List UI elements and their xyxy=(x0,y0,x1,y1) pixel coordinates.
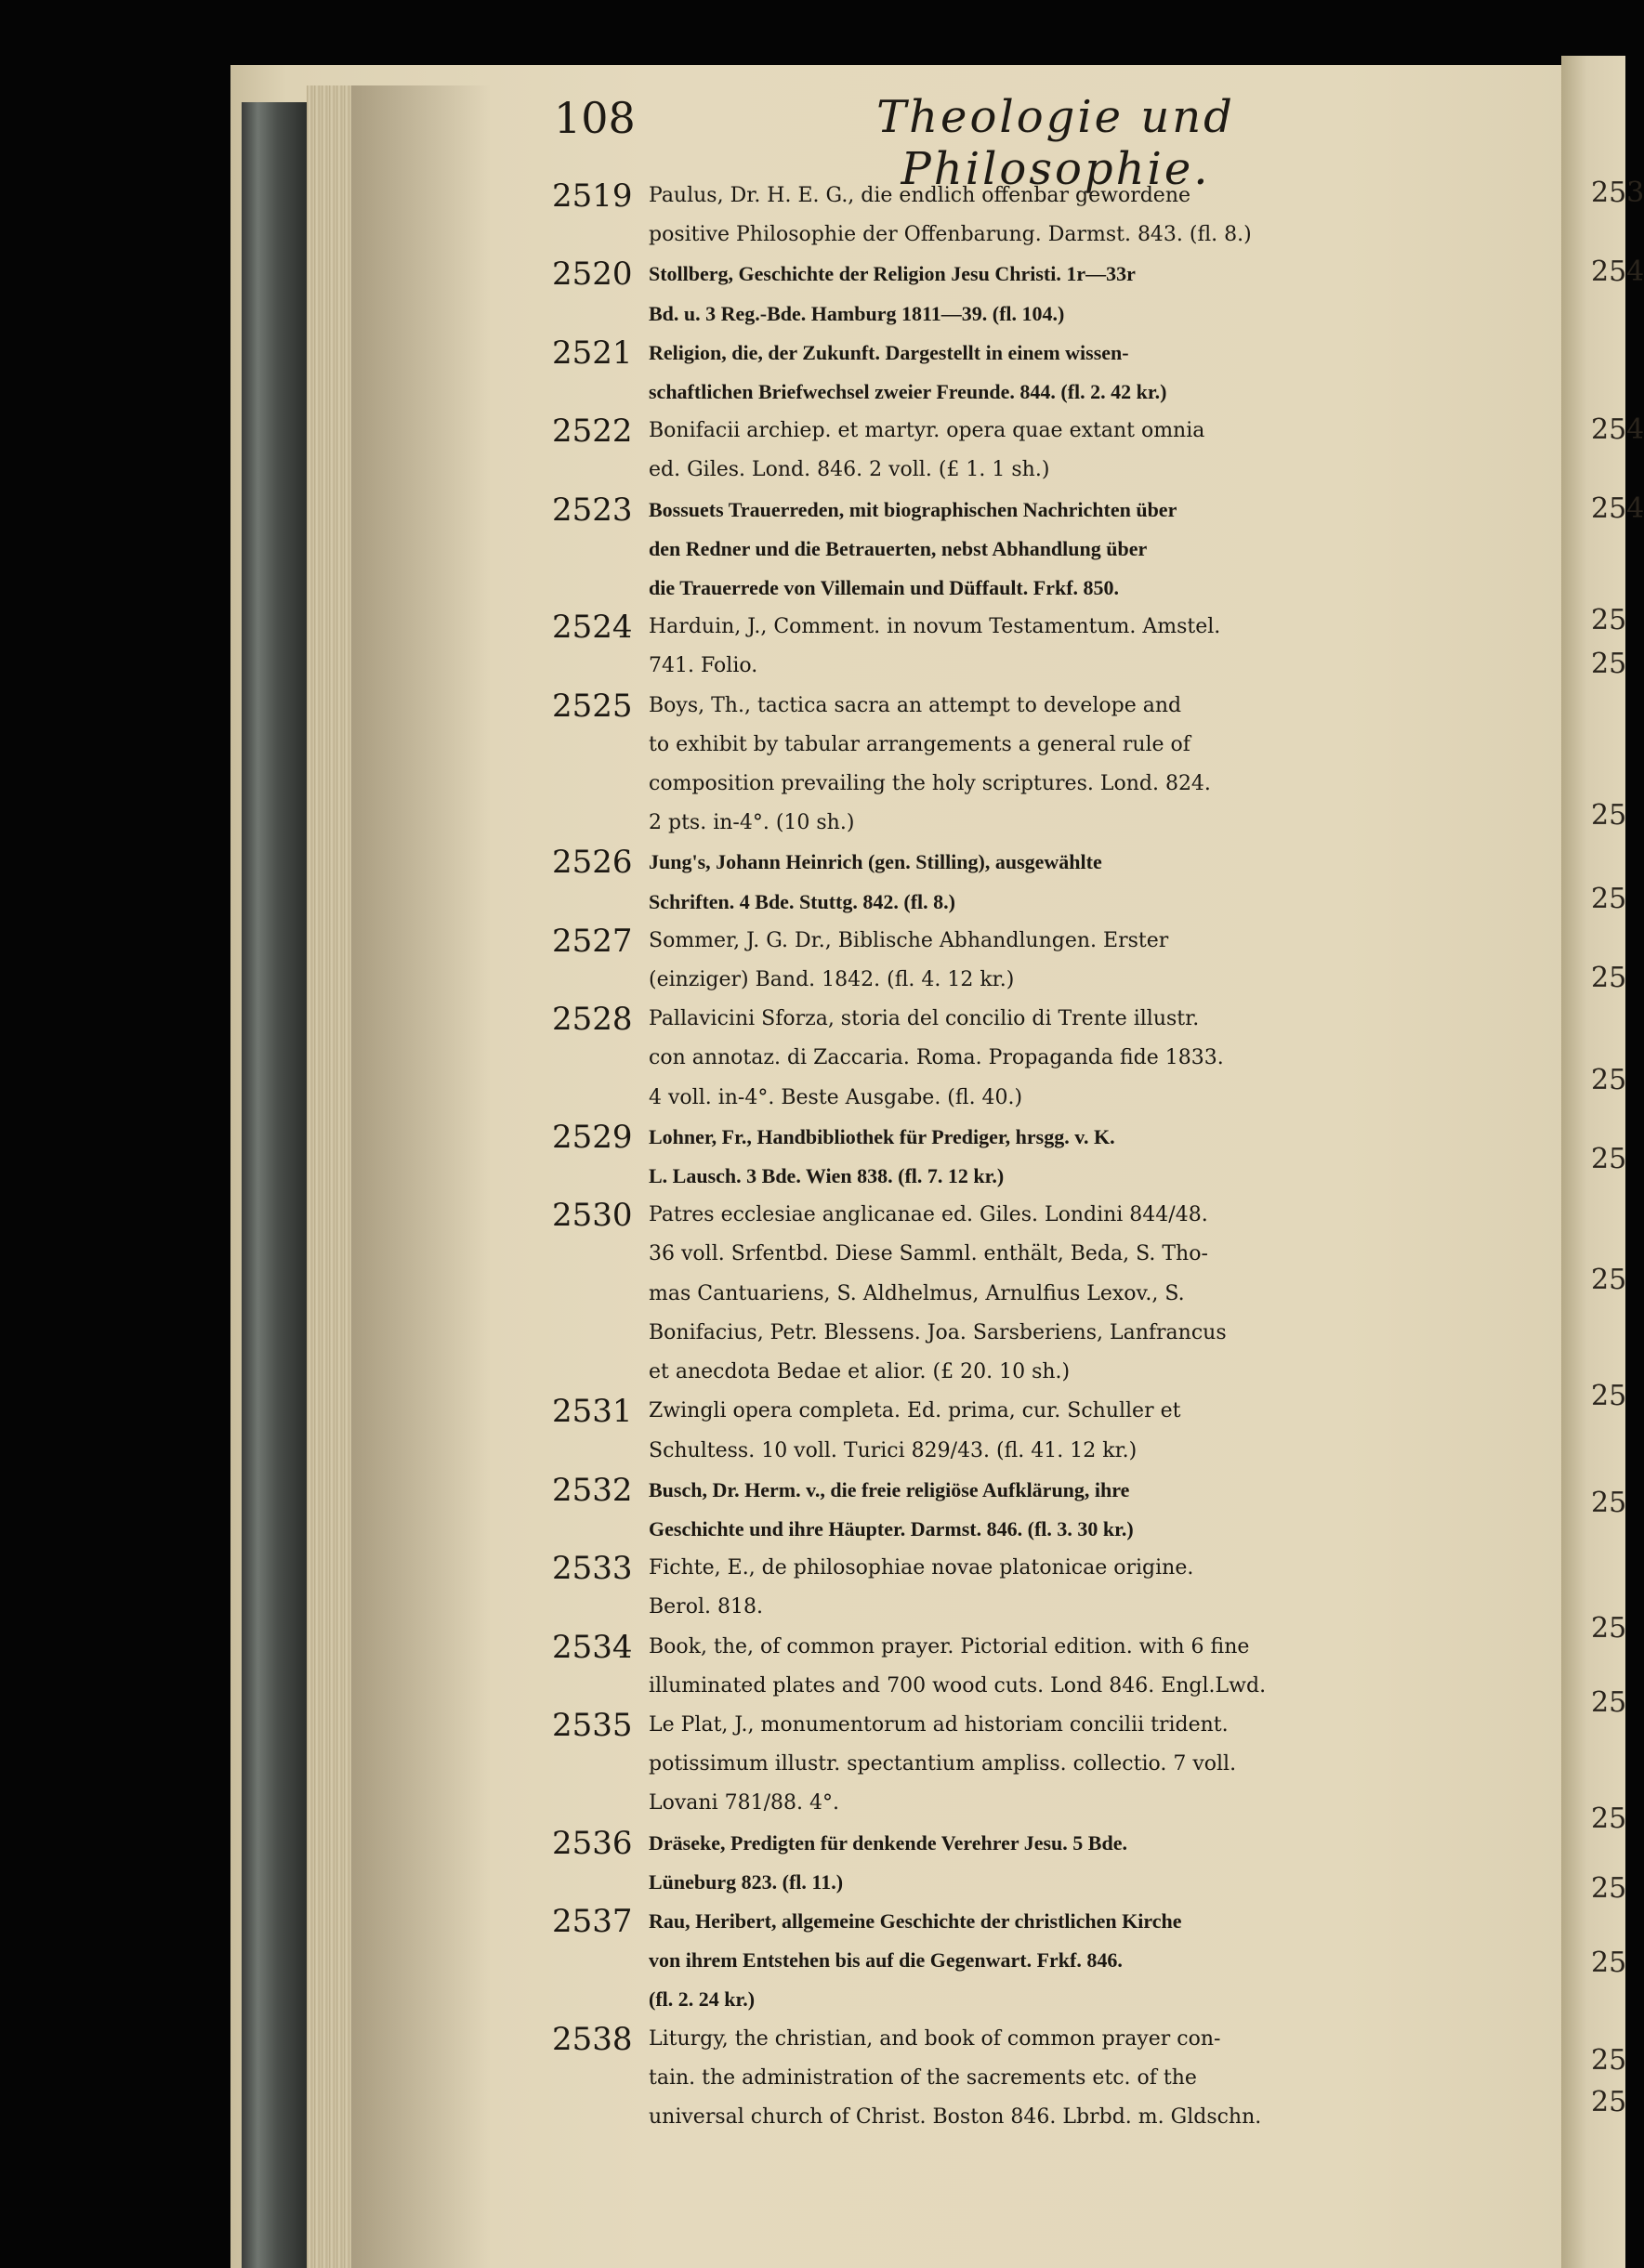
catalog-entry xyxy=(552,412,1558,490)
next-page-margin-number: 25 xyxy=(1591,883,1627,915)
entry-line: L. Lausch. 3 Bde. Wien 838. (fl. 7. 12 kr.) xyxy=(649,1164,1005,1188)
entry-line: Berol. 818. xyxy=(649,1595,763,1619)
next-page-margin-number: 25 xyxy=(1591,1872,1627,1905)
entry-line: schaftlichen Briefwechsel zweier Freunde. 844. (fl. 2. 42 kr.) xyxy=(649,380,1167,404)
entry-text xyxy=(649,1118,1552,1196)
book-binding xyxy=(242,102,307,2268)
entry-line: von ihrem Entstehen bis auf die Gegenwart. Frkf. 846. xyxy=(649,1948,1123,1973)
entry-text xyxy=(649,1902,1552,2020)
entry-line: composition prevailing the holy scriptures. Lond. 824. xyxy=(649,772,1211,796)
entry-line: Book, the, of common prayer. Pictorial edition. with 6 fine xyxy=(649,1634,1250,1658)
entry-line: Patres ecclesiae anglicanae ed. Giles. Londini 844/48. xyxy=(649,1203,1208,1227)
catalog-entry xyxy=(552,255,1558,333)
entry-line: Busch, Dr. Herm. v., die freie religiöse Aufklärung, ihre xyxy=(649,1477,1130,1501)
entry-text xyxy=(649,1549,1552,1627)
page-title: Theologie und Philosophie. xyxy=(876,91,1235,195)
entry-line: Stollberg, Geschichte der Religion Jesu Christi. 1r—33r xyxy=(649,262,1136,286)
next-page-margin-number: 25 xyxy=(1591,1264,1627,1296)
catalog-entry xyxy=(552,608,1558,686)
catalog-entry xyxy=(552,1549,1558,1627)
catalog-entry xyxy=(552,1471,1558,1549)
entry-number: 2520 xyxy=(552,256,633,294)
entry-line: Sommer, J. G. Dr., Biblische Abhandlungen. Erster xyxy=(649,928,1169,952)
gutter-shadow xyxy=(351,85,491,2268)
entry-number: 2522 xyxy=(552,413,633,451)
entry-line: universal church of Christ. Boston 846. Lbrbd. m. Gldschn. xyxy=(649,2104,1262,2129)
entry-line: (einziger) Band. 1842. (fl. 4. 12 kr.) xyxy=(649,968,1015,992)
entry-text xyxy=(649,608,1552,686)
next-page-margin-number: 25 xyxy=(1591,648,1627,680)
entry-line: Bd. u. 3 Reg.-Bde. Hamburg 1811—39. (fl. 104.) xyxy=(649,301,1065,325)
entry-line: Bonifacii archiep. et martyr. opera quae extant omnia xyxy=(649,419,1205,443)
next-page-margin-number: 254 xyxy=(1591,256,1644,288)
entry-line: Zwingli opera completa. Ed. prima, cur. Schuller et xyxy=(649,1399,1181,1423)
entry-text xyxy=(649,1628,1552,1706)
entry-line: positive Philosophie der Offenbarung. Darmst. 843. (fl. 8.) xyxy=(649,223,1252,247)
entry-number: 2535 xyxy=(552,1706,633,1744)
catalog-entry xyxy=(552,922,1558,1000)
entry-number: 2536 xyxy=(552,1824,633,1862)
entry-line: Lovani 781/88. 4°. xyxy=(649,1791,839,1816)
entry-line: Liturgy, the christian, and book of common prayer con- xyxy=(649,2026,1221,2051)
entry-line: Le Plat, J., monumentorum ad historiam concilii trident. xyxy=(649,1712,1229,1737)
entry-line: Bonifacius, Petr. Blessens. Joa. Sarsberiens, Lanfrancus xyxy=(649,1320,1227,1344)
entry-line: Fichte, E., de philosophiae novae platonicae origine. xyxy=(649,1556,1194,1580)
catalog-entry xyxy=(552,687,1558,844)
catalog-entry xyxy=(552,177,1558,255)
entry-number: 2537 xyxy=(552,1902,633,1940)
entry-line: mas Cantuariens, S. Aldhelmus, Arnulfius Lexov., S. xyxy=(649,1281,1185,1305)
next-page-margin-number: 25 xyxy=(1591,1803,1627,1835)
next-page-margin-number: 25 xyxy=(1591,1380,1627,1412)
entry-line: den Redner und die Betrauerten, nebst Abhandlung über xyxy=(649,536,1148,560)
next-page-margin-number: 25 xyxy=(1591,1612,1627,1645)
entry-text xyxy=(649,1706,1552,1824)
entry-line: ed. Giles. Lond. 846. 2 voll. (£ 1. 1 sh.) xyxy=(649,458,1050,482)
entry-line: Harduin, J., Comment. in novum Testamentum. Amstel. xyxy=(649,615,1221,639)
entry-line: Lohner, Fr., Handbibliothek für Prediger, hrsgg. v. K. xyxy=(649,1124,1115,1148)
catalog-entry xyxy=(552,843,1558,921)
entry-number: 2529 xyxy=(552,1118,633,1156)
entry-line: Boys, Th., tactica sacra an attempt to develope and xyxy=(649,693,1182,717)
next-page-margin-number: 25 xyxy=(1591,799,1627,832)
catalog-entry xyxy=(552,1902,1558,2020)
entry-line: Pallavicini Sforza, storia del concilio di Trente illustr. xyxy=(649,1007,1200,1031)
entry-line: Schriften. 4 Bde. Stuttg. 842. (fl. 8.) xyxy=(649,889,955,913)
next-page-margin-number: 25 xyxy=(1591,962,1627,994)
entry-number: 2525 xyxy=(552,687,633,725)
entry-text xyxy=(649,412,1552,490)
entry-text xyxy=(649,177,1552,255)
next-page-margin-number: 25 xyxy=(1591,1686,1627,1719)
entry-line: Dräseke, Predigten für denkende Verehrer Jesu. 5 Bde. xyxy=(649,1830,1127,1855)
entry-text xyxy=(649,922,1552,1000)
entry-number: 2523 xyxy=(552,491,633,529)
entry-text xyxy=(649,1824,1552,1902)
entry-number: 2530 xyxy=(552,1197,633,1235)
entry-line: to exhibit by tabular arrangements a general rule of xyxy=(649,732,1190,756)
next-page-margin-number: 25 xyxy=(1591,1487,1627,1519)
entry-number: 2533 xyxy=(552,1550,633,1588)
next-page-margin-number: 25 xyxy=(1591,1064,1627,1096)
entry-line: 741. Folio. xyxy=(649,654,758,678)
entry-text xyxy=(649,1392,1552,1470)
entry-text xyxy=(649,491,1552,609)
page-edges xyxy=(307,85,351,2268)
next-page-margin-number: 25 xyxy=(1591,604,1627,636)
entry-line: et anecdota Bedae et alior. (£ 20. 10 sh.) xyxy=(649,1360,1071,1384)
entry-number: 2526 xyxy=(552,844,633,882)
next-page-margin-number: 25 xyxy=(1591,2044,1627,2077)
next-page-margin-number: 25 xyxy=(1591,2086,1627,2118)
next-page-margin-number: 254 xyxy=(1591,492,1644,525)
entry-line: illuminated plates and 700 wood cuts. Lond 846. Engl.Lwd. xyxy=(649,1673,1267,1698)
entry-line: Rau, Heribert, allgemeine Geschichte der christlichen Kirche xyxy=(649,1908,1182,1933)
catalog-entry xyxy=(552,1628,1558,1706)
catalog-entry xyxy=(552,1824,1558,1902)
catalog-entry xyxy=(552,334,1558,412)
entry-text xyxy=(649,1471,1552,1549)
catalog-entry xyxy=(552,1196,1558,1392)
page-number: 108 xyxy=(554,93,636,143)
entry-number: 2538 xyxy=(552,2020,633,2058)
next-page-margin-number: 254 xyxy=(1591,413,1644,446)
entry-line: 4 voll. in-4°. Beste Ausgabe. (fl. 40.) xyxy=(649,1085,1023,1109)
entry-line: con annotaz. di Zaccaria. Roma. Propaganda fide 1833. xyxy=(649,1046,1224,1070)
page-header xyxy=(554,91,1488,195)
entry-line: potissimum illustr. spectantium ampliss. collectio. 7 voll. xyxy=(649,1752,1237,1776)
entry-text xyxy=(649,1000,1552,1118)
entry-number: 2524 xyxy=(552,609,633,647)
entry-line: tain. the administration of the sacrements etc. of the xyxy=(649,2065,1197,2090)
next-page-margin-number: 253 xyxy=(1591,177,1644,209)
entry-line: Religion, die, der Zukunft. Dargestellt in einem wissen- xyxy=(649,340,1129,364)
entry-line: (fl. 2. 24 kr.) xyxy=(649,1987,756,2012)
catalog-entry xyxy=(552,2020,1558,2138)
entry-number: 2532 xyxy=(552,1471,633,1509)
next-page-margin-number: 25 xyxy=(1591,1947,1627,1979)
entry-line: die Trauerrede von Villemain und Düffault. Frkf. 850. xyxy=(649,576,1120,600)
entry-line: Bossuets Trauerreden, mit biographischen Nachrichten über xyxy=(649,497,1177,521)
entry-text xyxy=(649,843,1552,921)
catalog-entry xyxy=(552,1392,1558,1470)
entry-number: 2531 xyxy=(552,1393,633,1431)
entry-line: Jung's, Johann Heinrich (gen. Stilling), ausgewählte xyxy=(649,850,1102,874)
entry-text xyxy=(649,1196,1552,1392)
entry-line: Lüneburg 823. (fl. 11.) xyxy=(649,1869,844,1894)
entry-text xyxy=(649,687,1552,844)
entry-number: 2534 xyxy=(552,1628,633,1666)
entry-line: 2 pts. in-4°. (10 sh.) xyxy=(649,811,855,835)
entry-number: 2519 xyxy=(552,177,633,215)
catalog-entries xyxy=(552,177,1558,2137)
catalog-entry xyxy=(552,1000,1558,1118)
catalog-entry xyxy=(552,1118,1558,1196)
entry-line: Geschichte und ihre Häupter. Darmst. 846. (fl. 3. 30 kr.) xyxy=(649,1516,1134,1540)
entry-line: Paulus, Dr. H. E. G., die endlich offenbar gewordene xyxy=(649,184,1191,207)
catalog-entry xyxy=(552,491,1558,609)
next-page-margin-number: 25 xyxy=(1591,1143,1627,1175)
entry-number: 2528 xyxy=(552,1001,633,1039)
entry-line: 36 voll. Srfentbd. Diese Samml. enthält, Beda, S. Tho- xyxy=(649,1242,1208,1266)
entry-text xyxy=(649,255,1552,333)
entry-text xyxy=(649,2020,1552,2138)
entry-number: 2521 xyxy=(552,334,633,372)
entry-line: Schultess. 10 voll. Turici 829/43. (fl. 41. 12 kr.) xyxy=(649,1438,1138,1462)
catalog-entry xyxy=(552,1706,1558,1824)
entry-text xyxy=(649,334,1552,412)
entry-number: 2527 xyxy=(552,922,633,960)
